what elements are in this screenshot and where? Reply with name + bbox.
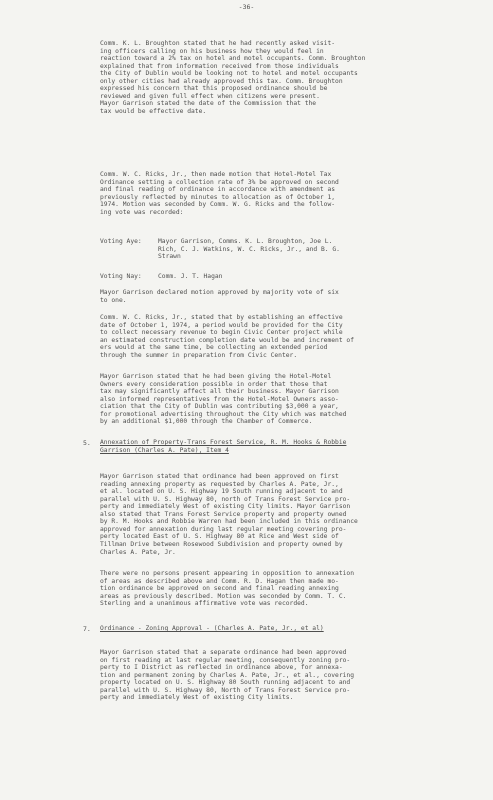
paragraph-line: tion and permanent zoning by Charles A. Pate, Jr., et al., covering (100, 671, 355, 679)
paragraph-line: There were no persons present appearing in opposition to annexation (100, 570, 355, 577)
paragraph-line: Owners every consideration possible in order that those that (100, 380, 328, 388)
paragraph-line: also informed representatives from the Hotel-Motel Owners asso- (100, 395, 339, 403)
paragraph-line: Comm. K. L. Broughton stated that he had recently asked visit- (100, 40, 336, 47)
paragraph-line: property located on U. S. Highway 80 South running adjacent to and (100, 679, 351, 687)
paragraph-line: et al. located on U. S. Highway 19 South running adjacent to and (100, 488, 343, 496)
vote-label: Voting Nay: (100, 273, 142, 280)
paragraph-line: only other cities had already approved this tax. Comm. Broughton (100, 77, 343, 85)
item-title: Garrison (Charles A. Pate), Item 4 (100, 447, 229, 454)
paragraph-line: through the summer in preparation from Civic Center. (100, 351, 298, 359)
paragraph-line: parallel with U. S. Highway 80, north of Trans Forest Service pro- (100, 495, 351, 503)
paragraph-line: Tillman Drive between Rosewood Subdivision and property owned by (100, 540, 343, 548)
paragraph-line: reviewed and given full effect when citizens were present. (100, 92, 320, 100)
paragraph-line: Comm. W. C. Ricks, Jr., stated that by establishing an effective (100, 314, 343, 321)
item-number: 5. (83, 439, 91, 447)
paragraph-line: perty to I District as reflected in ordinance above, for annexa- (100, 664, 343, 672)
paragraph-line: on first reading at last regular meeting, consequently zoning pro- (100, 656, 351, 664)
paragraph-line: Mayor Garrison declared motion approved by majority vote of six (100, 289, 339, 296)
paragraph-line: Mayor Garrison stated that ordinance had been approved on first (100, 473, 339, 480)
paragraph-line: Mayor Garrison stated the date of the Commission that the (100, 100, 317, 108)
paragraph-line: perty located East of U. S. Highway 80 at Rice and West side of (100, 533, 339, 541)
paragraph-line: of areas as described above and Comm. R. D. Hagan then made mo- (100, 577, 339, 585)
paragraph-line: tax may significantly affect all their business. Mayor Garrison (100, 388, 339, 396)
paragraph-line: to one. (100, 296, 127, 304)
paragraph-line: by an additional $1,000 through the Chamber of Commerce. (100, 418, 313, 426)
vote-line: Comm. J. T. Hagan (158, 273, 223, 280)
paragraph-line: to collect necessary revenue to begin Civic Center project while (100, 329, 343, 337)
item-number: 7. (83, 625, 91, 633)
paragraph-line: perty and immediately West of existing City limits. (100, 694, 294, 702)
paragraph-line: parallel with U. S. Highway 80, North of Trans Forest Service pro- (100, 686, 351, 694)
paragraph-line: tax would be effective date. (100, 107, 207, 115)
paragraph-line: 1974. Motion was seconded by Comm. W. G. Ricks and the follow- (100, 201, 336, 209)
paragraph-line: and final reading of ordinance in accordance with amendment as (100, 186, 336, 194)
vote-line: Mayor Garrison, Comms. K. L. Broughton, Joe L. (158, 238, 333, 245)
paragraph-line: areas as previously described. Motion was seconded by Comm. T. C. (100, 592, 347, 600)
paragraph-line: perty and immediately West of existing City limits. Mayor Garrison (100, 503, 351, 511)
paragraph-line: ciation that the City of Dublin was contributing $3,000 a year, (100, 403, 339, 411)
paragraph-line: ing officers calling on his business how they would feel in (100, 47, 324, 55)
vote-line: Rich, C. J. Watkins, W. C. Ricks, Jr., and B. G. (158, 245, 340, 253)
paragraph-line: the City of Dublin would be looking not to hotel and motel occupants (100, 70, 358, 78)
paragraph-line: by R. M. Hooks and Robbie Warren had been included in this ordinance (100, 518, 358, 526)
paragraph-line: Comm. W. C. Ricks, Jr., then made motion that Hotel-Motel Tax (100, 171, 332, 178)
paragraph-line: Charles A. Pate, Jr. (100, 548, 176, 556)
paragraph-line: Ordinance setting a collection rate of 3% be approved on second (100, 178, 339, 186)
paragraph-line: also stated that Trans Forest Service property and property owned (100, 510, 347, 518)
paragraph-line: approved for annexation during last regular meeting covering pro- (100, 525, 347, 533)
paragraph-line: expressed his concern that this proposed ordinance should be (100, 85, 328, 93)
paragraph-line: for promotional advertising throughout the City which was matched (100, 410, 347, 418)
paragraph-line: ers would at the same time, be collecting an extended period (100, 344, 328, 352)
vote-line: Strawn (158, 253, 181, 261)
paragraph-line: reading annexing property as requested by Charles A. Pate, Jr., (100, 480, 339, 488)
item-title: Annexation of Property-Trans Forest Service, R. M. Hooks & Robbie (100, 439, 347, 446)
paragraph-line: reaction toward a 2% tax on hotel and motel occupants. Comm. Broughton (100, 55, 366, 63)
paragraph-line: an estimated construction completion date would be and increment of (100, 336, 355, 344)
vote-label: Voting Aye: (100, 238, 142, 245)
paragraph-line: date of October 1, 1974, a period would be provided for the City (100, 321, 343, 329)
paragraph-line: tion ordinance be approved on second and final reading annexing (100, 585, 339, 593)
paragraph-line: Mayor Garrison stated that he had been giving the Hotel-Motel (100, 373, 332, 380)
paragraph-line: Sterling and a unanimous affirmative vote was recorded. (100, 600, 309, 608)
paragraph-line: Mayor Garrison stated that a separate ordinance had been approved (100, 649, 347, 656)
paragraph-line: ing vote was recorded: (100, 208, 184, 216)
paragraph-line: previously reflected by minutes to allocation as of October 1, (100, 193, 336, 201)
paragraph-line: explained that from information received from those individuals (100, 62, 339, 70)
item-title: Ordinance - Zoning Approval - (Charles A. Pate, Jr., et al) (100, 625, 324, 632)
page-number: -36- (238, 3, 255, 11)
